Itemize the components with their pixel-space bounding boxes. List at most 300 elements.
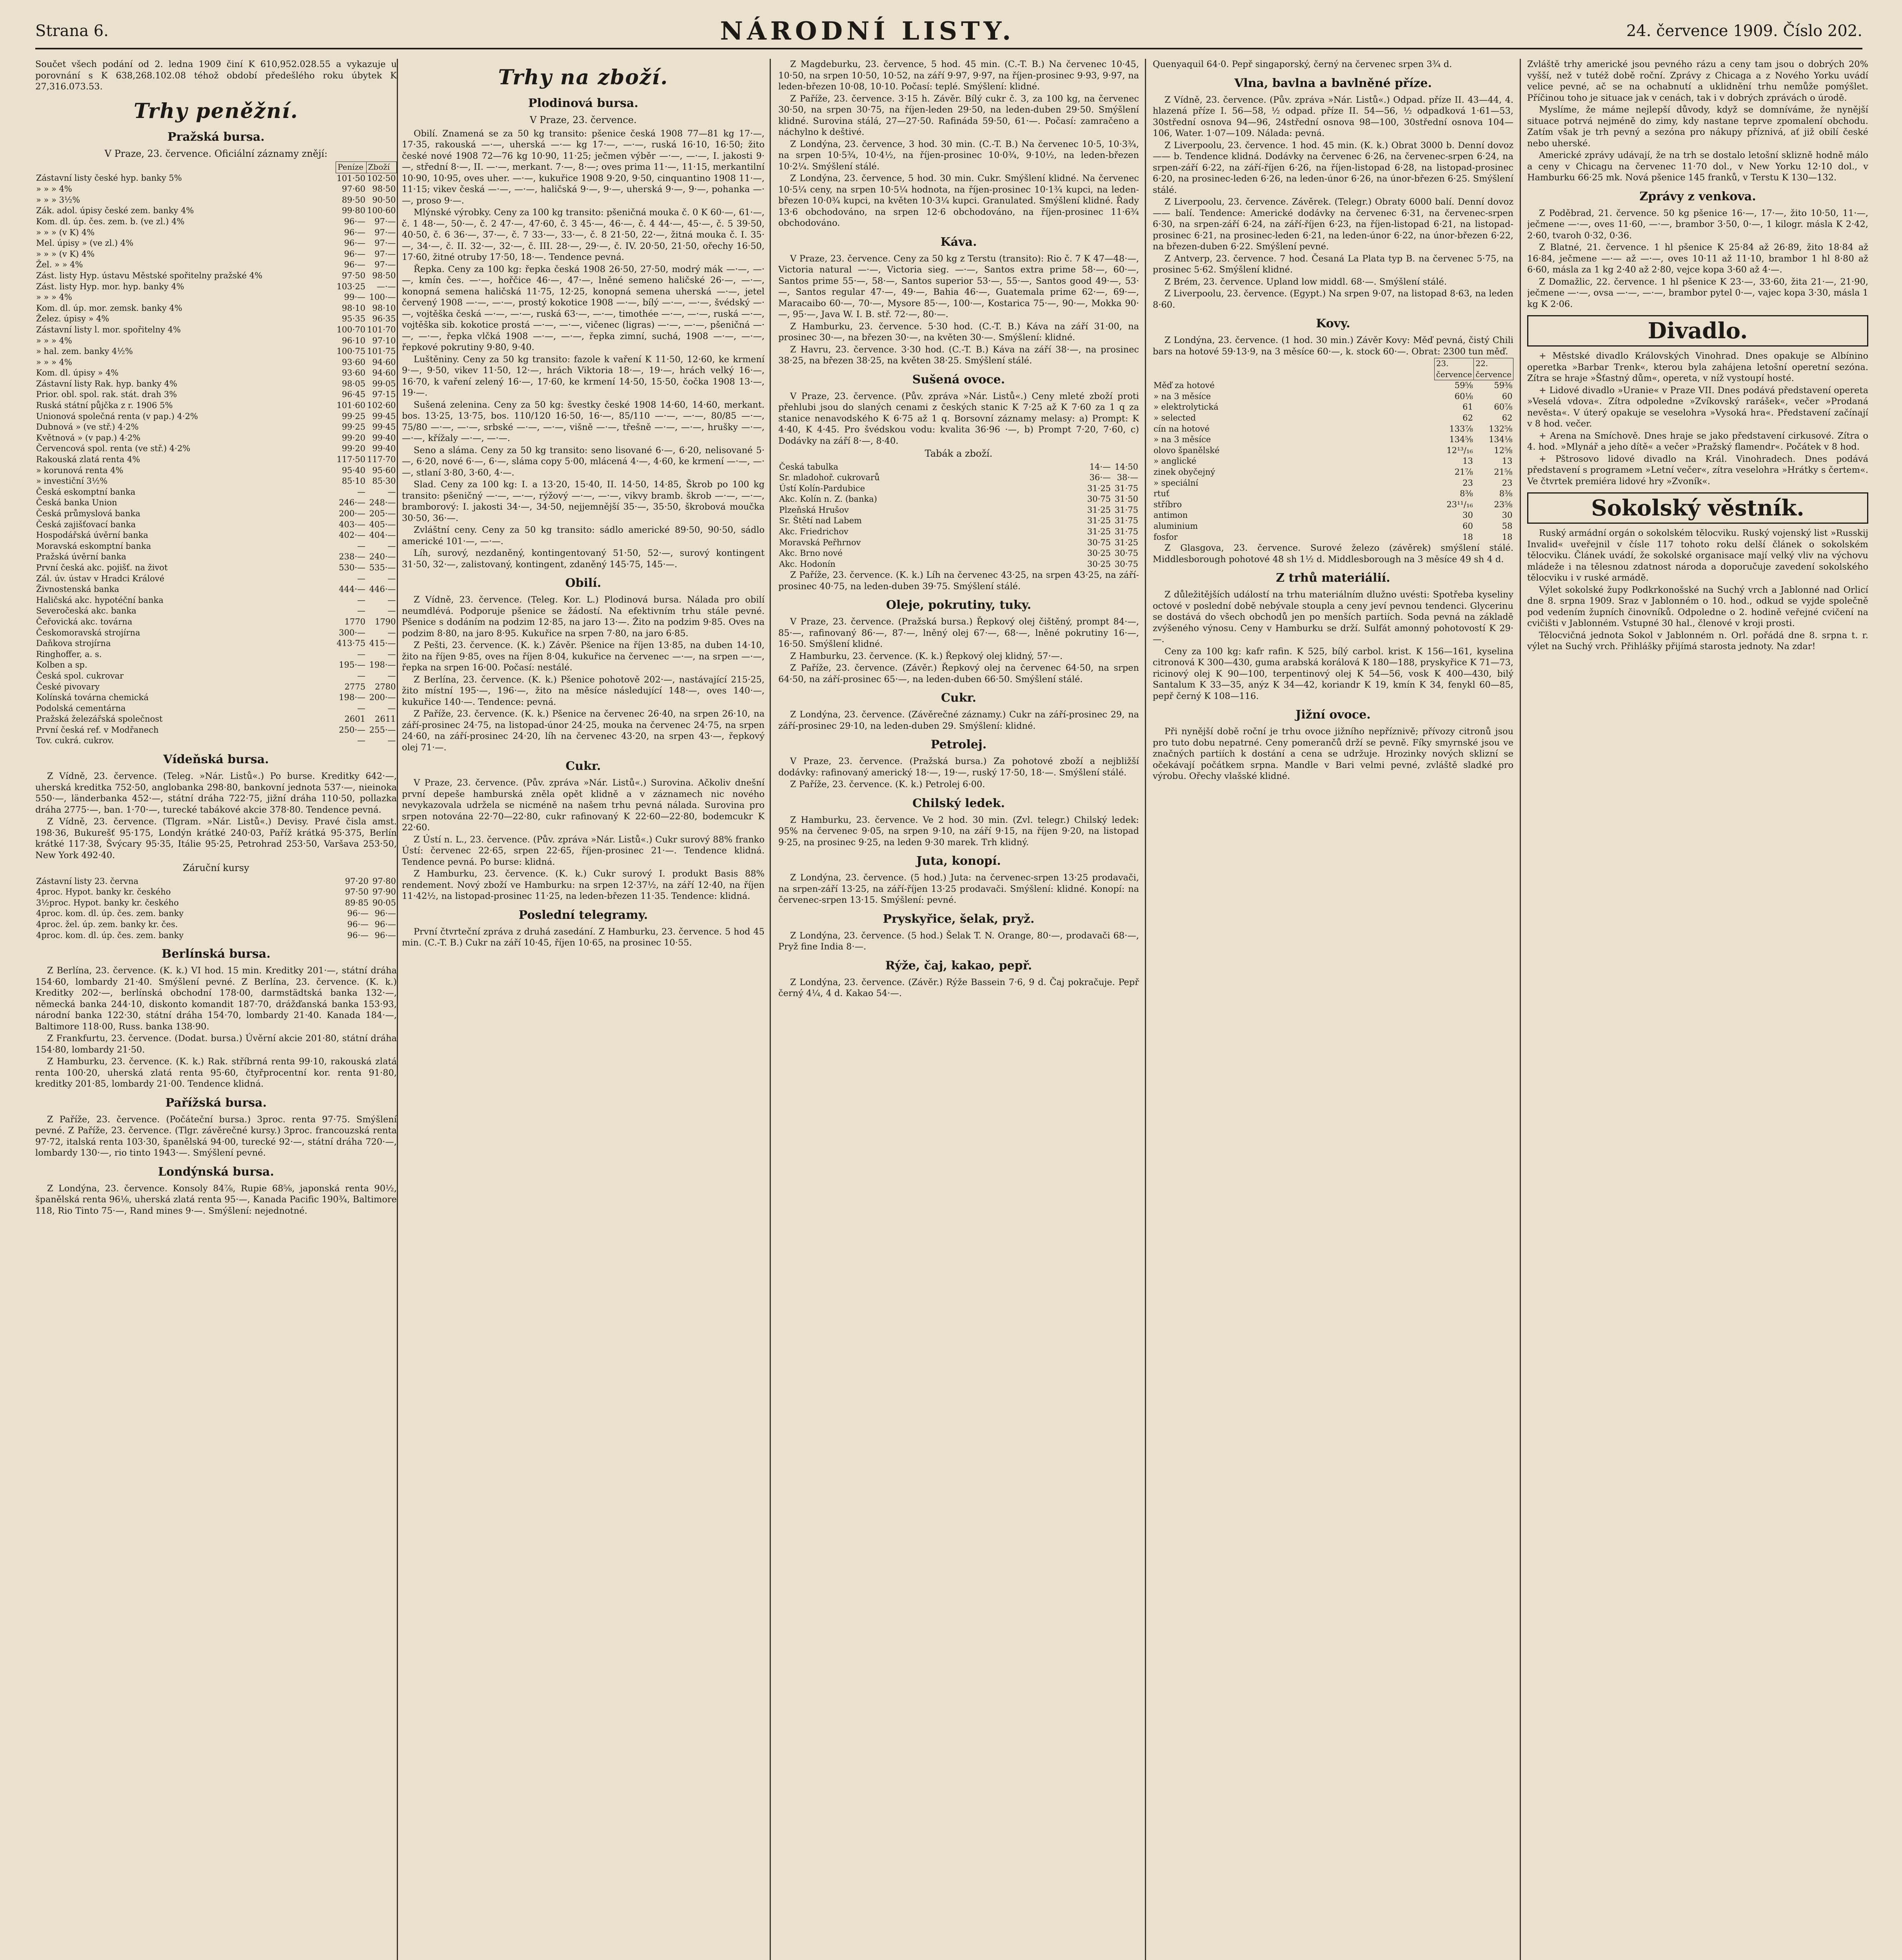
hay-report: Seno a sláma. Ceny za 50 kg transito: seno lisované 6·—, 6·20, nelisované 5·—, 6·20, nové 6·—, 6·—, sláma copy 5·00, mlácená 4·—, 4·60, ke krmení —·—, —·—, stlaní 3·80, 3·60, 4·—. [402,445,765,478]
row-value: 99·40 [372,433,396,443]
table-row [1153,424,1513,435]
table-row [1153,467,1513,478]
sugar-title: Cukr. [941,691,976,705]
row-value: 38·— [1117,473,1138,483]
row-label: cín na hotové [1154,424,1210,434]
prague-bourse-table [35,162,397,746]
table-row [1153,532,1513,543]
paris-bourse-title: Pařížská bursa. [165,1096,267,1110]
row-value: 98·05 [342,379,366,388]
grain-berlin-report: Z Berlína, 23. července. (K. k.) Pšenice pohotově 202·—, nastávající 215·25, žito místní 195·—, 196·—, žito na měsíce následující 148·—, oves 140·—, kukuřice 140·—. Tendence: pevná. [402,674,765,707]
row-label: Plzeňská Hrušov [779,505,849,515]
row-label: 4proc. kom. dl. úp. čes. zem. banky [36,930,184,940]
spirit-table [778,462,1139,570]
table-row [1153,391,1513,402]
row-label: Kolínská továrna chemická [36,693,149,702]
row-value: 62 [1462,413,1473,423]
row-value: 31·25 [1087,516,1111,526]
row-label: » selected [1154,413,1196,423]
row-value: 30·25 [1087,548,1111,558]
table-row [35,908,397,919]
row-value: 14·— [1089,462,1111,472]
southern-fruit-title: Jižní ovoce. [1295,708,1371,722]
sugar-paris-report: Z Paříže, 23. července. 3·15 h. Závěr. Bílý cukr č. 3, za 100 kg, na červenec 30·50, na srpen 30·75, na říjen-leden 29·50, na leden-duben 29·50. Smýšlení klidné. Surovina stálá, 27—27·50. Rafináda 59·50, 61·—. Počasí: zamračeno a náchylno k deštivé. [778,93,1139,137]
vienna-report: Z Vídně, 23. července. (Tlgram. »Nár. Listů«.) Devisy. Pravé čisla amst. 198·36, Bukurešť 95·175, Londýn krátké 240·03, Paříž krátká 95·375, Berlín krátké 117·38, Švýcary 95·35, Itálie 95·25, Petrohrad 253·50, Varšava 253·50, New York 492·40. [35,817,397,860]
table-row [35,454,397,465]
table-row [778,472,1139,483]
table-row [35,735,397,746]
row-value: 2780 [375,682,396,691]
legumes-report: Luštěniny. Ceny za 50 kg transito: fazole k vaření K 11·50, 12·60, ke krmení 9·—, 9·50, vikev 11·50, 12·—, hrách Viktoria 18·—, 19·—, hrách velký 16·—, 16·70, k vaření zelený 16·—, 17·60, ke krmení 14·50, 15·50, čočka 1908 13·—, 19·—. [402,354,765,398]
theatre-notice: + Městské divadlo Královských Vinohrad. Dnes opakuje se Albínino operetka »Barbar Trenk«, kterou byla zahájena letošní operetní sezóna. Zítra se hraje »Šťastný dům«, opereta, v níž vystoupí hosté. [1527,351,1868,383]
row-value: 413·75 [336,639,366,648]
row-label: » korunová renta 4% [36,465,124,475]
southern-fruit-report: Při nynější době roční je trhu ovoce jižního nepříznivě; přívozy citronů jsou pro tuto dobu nepatrné. Ceny pomerančů drží se pevně. Fíky smyrnské jsou ve značných partiích k dostání a cena se udržuje. Hrozinky nových sklizní se očekávají počátkem srpna. Mandle v Bari velmi pevné, zvláště sladké pro výrobu. Ořechy vlašské klidné. [1153,726,1513,782]
table-row [35,487,397,498]
row-value: 31·75 [1114,505,1138,515]
row-value: 89·50 [342,195,366,205]
row-value: — [387,703,396,713]
table-row [35,552,397,563]
row-label: Zástavní listy Rak. hyp. banky 4% [36,379,177,388]
row-value: — [357,703,366,713]
sokol-section-title: Sokolský věstník. [1527,492,1868,524]
row-value: 94·60 [372,368,396,378]
row-label: Zást. listy Hyp. mor. hyp. banky 4% [36,281,184,291]
row-value: — [387,671,396,681]
table-header-row [35,162,397,173]
row-value: 93·60 [342,357,366,367]
table-row [35,260,397,270]
row-label: zinek obyčejný [1154,467,1215,477]
row-value: 96·10 [342,336,366,345]
table-row [35,336,397,347]
row-label: Hospodářská úvěrní banka [36,530,149,540]
sugar-report: Z Londýna, 23. července. (Závěrečné záznamy.) Cukr na září-prosinec 29, na září-prosinec 29·10, na leden-duben 29. Smýšlení: klidné. [778,710,1139,731]
wool-antwerp-report: Z Antverp, 23. července. 7 hod. Česaná La Plata typ B. na červenec 5·75, na prosinec 5·62. Smýšlení klidné. [1153,253,1513,275]
row-value: — [387,649,396,659]
row-value: 96·— [344,216,366,226]
row-value: 2601 [344,714,366,724]
malt-report: Slad. Ceny za 100 kg: I. a 13·20, 15·40, II. 14·50, 14·85, Škrob po 100 kg transito: pšeničný —·—, —·—, rýžový —·—, —·—, vikvy bramb. škrob —·—, —·—, bramborový: I. jakosti 34·—, 34·50, nejjemnější 35·—, 35·50, škrobová moučka 30·50, 36·—. [402,479,765,523]
metals-report: Z Londýna, 23. července. (1 hod. 30 min.) Závěr Kovy: Měď pevná, čistý Chili bars na hotové 59·13·9, na 3 měsíce 60·—, k. stock 60·—. Obrat: 2300 tun měď. [1153,335,1513,357]
row-label: » » » (v K) 4% [36,227,95,237]
market-commentary: Myslíme, že máme nejlepší důvody, když se domníváme, že nynější situace potrvá nejméně do zimy, kdy nastane teprve zpomalení obchodu. Zatím však je trh pevný a sezóna pro nákupy příznivá, ať již obilí české nebo uherské. [1527,105,1868,149]
table-row [778,526,1139,537]
coffee-report: Z Havru, 23. července. 3·30 hod. (C.-T. B.) Káva na září 38·—, na prosinec 38·25, na březen 38·25, na květen 38·25. Smýšlení stálé. [778,344,1139,366]
row-label: Daňkova strojírna [36,639,111,648]
row-value: 98·50 [372,270,396,280]
table-row [35,660,397,671]
rape-report: Řepka. Ceny za 100 kg: řepka česká 1908 26·50, 27·50, modrý mák —·—, —·—, kmín čes. —·—, hořčice 46·—, 47·—, lněné semeno haličské 26·—, —·—, konopná semena haličská 11·75, 12·25, konopná semena uherská —·—, jetel červený 1908 —·—, —·—, prostý kokotice 1908 —·—, bílý —·—, —·—, švédský —·—, vojtěška česká —·—, —·—, ruská 63·—, —·—, timothée —·—, —·—, ruská —·—, vojtěška sib. kokotice prostá —·—, —·—, vičenec (ligras) —·—, —·—, pšeničná —·—, —·—, řepka vlčká 1908 —·—, —·—, řepka zimní, suchá, 1908 —·—, —·—, řepkové pokrutiny 9·80, 9·40. [402,264,765,352]
row-value: 2775 [344,682,366,691]
row-value: 535·— [369,563,396,572]
row-value: 99·05 [372,379,396,388]
table-row [35,249,397,260]
row-label: Ústí Kolín-Pardubice [779,483,865,493]
sugar-london-report: Z Londýna, 23. července, 3 hod. 30 min. (C.-T. B.) Na červenec 10·5, 10·3¾, na srpen 10·5¾, 10·4½, na říjen-prosinec 10·0¾, 9·10½, na leden-březen 10·2¼. Smýšlení stálé. [778,139,1139,172]
row-label: 4proc. Hypot. banky kr. českého [36,887,171,897]
row-value: 99·45 [372,411,396,421]
row-value: — [387,736,396,746]
row-label: Zál. úv. ústav v Hradci Králové [36,573,165,583]
row-value: 100·— [369,292,396,302]
row-value: — [357,595,366,605]
row-value: 89·85 [345,898,369,907]
table-row [35,628,397,639]
row-value: 1770 [344,617,366,626]
table-row [1153,456,1513,467]
column-header: Zboží [366,162,396,173]
table-row [35,692,397,703]
column-divider [397,59,398,1960]
produce-bourse-date: V Praze, 23. července. [530,114,637,125]
sugar-section-title: Cukr. [565,759,601,773]
last-telegrams-title: Poslední telegramy. [518,908,648,922]
column-4 [1153,59,1513,1960]
row-value: — [357,541,366,551]
row-label: Kom. dl. úpisy » 4% [36,368,119,378]
table-row [778,515,1139,526]
cotton-report: Z Liverpoolu, 23. července. 1 hod. 45 min. (K. k.) Obrat 3000 b. Denní dovoz —— b. Tendence klidná. Dodávky na červenec 6·26, na červenec-srpen 6·24, na srpen-září 6·22, na září-říjen 6·26, na říjen-listopad 6·28, na listopad-prosinec 6·20, na prosinec-leden 6·26, na leden-únor 6·26, na únor-březen 6·25. Smýšlení stálé. [1153,140,1513,195]
row-value: 97·90 [372,887,396,897]
row-label: Podolská cementárna [36,703,126,713]
row-value: 23⅝ [1494,499,1513,509]
row-value: 246·— [339,498,366,508]
row-value: — [387,573,396,583]
grain-vienna-report: Z Vídně, 23. července. (Teleg. Kor. L.) Plodinová bursa. Nálada pro obilí neumdlévá. Podporuje pšenice se žádostí. Na efektivním trhu stále pevné. Pšenice s dodáním na podzim 12·85, na jaro 13·—. Žito na podzim 9·85. Oves na podzim 8·80, na jaro 8·95. Kukuřice na srpen 7·80, na jaro 6·85. [402,595,765,639]
regional-news-title: Zprávy z venkova. [1639,189,1756,203]
row-value: 95·35 [342,314,366,324]
raw-materials-title: Z trhů materiálií. [1276,571,1390,585]
jute-title: Juta, konopí. [916,854,1001,868]
table-row [1153,445,1513,456]
mill-report: Mlýnské výrobky. Ceny za 100 kg transito: pšeničná mouka č. 0 K 60·—, 61·—, č. 1 48·—, 50·—, č. 2 47·—, 47·60, č. 3 45·—, 46·—, č. 4 44·—, 45·—, č. 5 39·50, 40·50, č. 6 36·—, 37·—, č. 7 33·—, 33·—, č. 8 21·50, 22·—, žitná mouka č. I. 35·—, 34·—, č. II. 32·—, 32·—, č. III. 28·—, 29·—, č. IV. 20·50, 21·50, ořechy 16·50, 17·60, žitné otruby 17·50, 18·—. Tendence pevná. [402,207,765,262]
column-1 [35,59,397,1960]
row-label: Prior. obl. spol. rak. stát. drah 3% [36,390,177,399]
dried-fruit-report: Sušená zelenina. Ceny za 50 kg: švestky české 1908 14·60, 14·60, merkant. bos. 13·25, 13·75, bos. 110/120 16·50, 16·—, 85/110 —·—, —·—, 80/85 —·—, 75/80 —·—, —·—, srbské —·—, —·—, višně —·—, třešně —·—, —·—, hrušky —·—, —·—, křížaly —·—, —·—. [402,399,765,443]
row-label: Severočeská akc. banka [36,606,136,616]
row-label: Kolben a sp. [36,660,87,670]
table-row [35,368,397,379]
row-label: » elektrolytická [1154,402,1219,412]
table-header-row [1153,358,1513,380]
london-bourse-title: Londýnská bursa. [158,1165,274,1179]
row-value: 13 [1502,456,1513,466]
table-row [35,606,397,617]
row-value: 1790 [375,617,396,626]
row-value: 97·10 [372,336,396,345]
last-telegrams-text: První čtvrteční zpráva z druhá zasedání. Z Hamburku, 23. července. 5 hod 45 min. (C.-T. B.) Cukr na září 10·45, říjen 10·65, na prosinec 10·55. [402,926,765,948]
table-row [35,617,397,628]
row-value: 30·75 [1087,537,1111,547]
row-value: 30·75 [1114,548,1138,558]
rice-report: Z Londýna, 23. července. (Závěr.) Rýže Bassein 7·6, 9 d. Čaj pokračuje. Pepř černý 4¼, 4 d. Kakao 54·—. [778,977,1139,999]
row-value: 403·— [339,519,366,529]
cotton-egypt-report: Z Liverpoolu, 23. července. (Egypt.) Na srpen 9·07, na listopad 8·63, na leden 8·60. [1153,289,1513,310]
column-header: 23. července [1434,358,1474,380]
row-value: 97·— [374,227,396,237]
row-value: 101·60 [336,401,366,410]
row-value: 85·10 [342,476,366,486]
page-header [35,14,1862,49]
row-value: 60 [1462,521,1473,531]
row-value: 96·— [344,260,366,270]
table-row [35,433,397,444]
row-label: fosfor [1154,532,1178,542]
london-report: Z Londýna, 23. července. Konsoly 84⅞, Rupie 68⅝, japonská renta 90½, španělská renta 96⅛, uherská zlatá renta 95·—, Kanada Pacific 190¾, Baltimore 118, Rio Tinto 75·—, Rand mines 9·—. Smýšlení: nejednotné. [35,1183,397,1216]
row-value: 200·— [369,693,396,702]
row-value: — [387,606,396,616]
row-value: 100·60 [367,206,396,216]
row-value: 98·50 [372,184,396,194]
row-value: 60 [1502,391,1513,401]
row-value: 36·— [1089,473,1111,483]
cotton-report: Z Liverpoolu, 23. července. Závěrek. (Telegr.) Obraty 6000 balí. Denní dovoz —— balí. Tendence: Americké dodávky na červenec 6·31, na červenec-srpen 6·30, na srpen-září 6·24, na září-říjen 6·23, na říjen-listopad 6·21, na listopad-prosinec 6·21, na prosinec-leden 6·21, na leden-únor 6·22, na únor-březen 6·22, na březen-duben 6·22. Smýšlení pevné. [1153,197,1513,252]
row-value: — [387,487,396,497]
raw-materials-report: Z důležitějších událostí na trhu materiálním dlužno uvésti: Spotřeba kyseliny octové v poslední době nebývale stoupla a ceny jeví pevnou tendenci. Glycerinu se dostává do všech obchodů jen po menších partiích. Soda pevná na základě zvýšeného výnosu. Ceny v Hamburku se drží. Sulfát amonný pohotovostí K 29·—. [1153,590,1513,645]
row-label: rtuť [1154,489,1170,499]
table-row [778,537,1139,548]
column-5 [1527,59,1868,1960]
row-value: 30 [1462,510,1473,520]
row-value: 12¹³/₁₆ [1446,445,1473,455]
row-label: Akc. Friedrichov [779,527,848,537]
berlin-bourse-title: Berlínská bursa. [162,947,271,961]
row-value: 31·50 [1114,494,1138,504]
row-value: 238·— [339,552,366,562]
row-value: 97·80 [372,876,396,886]
row-value: 21⅞ [1454,467,1473,477]
sugar-london-report: Z Londýna, 23. července, 5 hod. 30 min. Cukr. Smýšlení klidné. Na červenec 10·5¼ ceny, na srpen 10·5¼ hodnota, na říjen-prosinec 10·1¾ kupci, na leden-březen 10·0¾ kupci, na květen 10·3¼ kupci. Granulated. Smýšlení klidné. Řady 13·6 obchodováno, na srpen 12·6 obchodováno, na říjen-prosinec 11·6¾ obchodováno. [778,173,1139,228]
cotton-bremen-report: Z Brém, 23. července. Upland low middl. 68·—. Smýšlení stálé. [1164,276,1447,287]
row-label: » » » 4% [36,292,72,302]
row-value: 96·— [374,919,396,929]
table-row [778,462,1139,473]
frankfurt-report: Z Frankfurtu, 23. července. (Dodat. bursa.) Úvěrní akcie 201·80, státní dráha 154·80, lombardy 21·50. [35,1033,397,1055]
row-label: Česká zajišťovací banka [36,519,136,529]
table-row [35,563,397,573]
resin-report: Z Londýna, 23. července. (5 hod.) Šelak T. N. Orange, 80·—, prodavači 68·—, Pryž fine India 8·—. [778,930,1139,952]
row-value: — [357,671,366,681]
intro-paragraph: Součet všech podání od 2. ledna 1909 činí K 610,952.028.55 a vykazuje u porovnání s K 638,268.102.08 téhož období předešlého roku úbytek K 27,316.073.53. [35,59,397,92]
table-row [778,494,1139,505]
row-value: 31·75 [1114,527,1138,537]
row-value: 117·70 [367,455,396,465]
spirit-table-title: Tabák a zboží. [925,448,993,459]
column-divider [1145,59,1146,1960]
table-row [35,530,397,541]
regional-report: Z Blatné, 21. července. 1 hl pšenice K 25·84 až 26·89, žito 18·84 až 16·84, ječmene —·— až —·—, oves 10·11 až 11·10, brambor 1 hl 8·80 až 6·60, másla za 1 kg 2·40 až 2·80, vejce kopa 3·60 až 4·—. [1527,242,1868,275]
row-value: 23¹¹/₁₆ [1446,499,1473,509]
column-divider [1520,59,1521,1960]
table-row [35,682,397,693]
sugar-report: V Praze, 23. července. (Pův. zpráva »Nár. Listů«.) Surovina. Ačkoliv dnešní první depeše hamburská zněla opět klidně a v záznamech nic nového nevykazovala udržela se nicméně na našem trhu pevná nálada. Surovina pro srpen notována 22·70—22·80, cukr rafinovaný K 22·60—22·80, bodemcukr K 22·60. [402,778,765,833]
row-value: 240·— [369,552,396,562]
row-value: 402·— [339,530,366,540]
column-2 [402,59,765,1960]
raw-materials-report: Ceny za 100 kg: kafr rafin. K 525, bílý carbol. krist. K 156—161, kyselina citronová K 300—430, guma arabská korálová K 180—188, pryskyřice K 71—73, ricinový olej K 90—100, terpentinový olej K 54—56, vosk K 400—430, bilý Santalum K 33—35, anýz K 34—42, koriandr K 19, kmín K 34, fenykl 60—85, pepř černý K 108—116. [1153,646,1513,701]
row-label: 4proc. kom. dl. úp. čes. zem. banky [36,909,184,918]
sokol-notice: Výlet sokolské župy Podkrkonošské na Suchý vrch a Jablonné nad Orlicí dne 8. srpna 1909. Sraz v Jablonném o 10. hod., odkud se vyjde společně pod vedením župních činovníků. Odpoledne o 2. hodině veřejné cvičení na cvičišti v Jablonném. Vstupné 30 hal., členové v kroji prosti. [1527,584,1868,628]
row-value: 85·30 [372,476,396,486]
table-row [35,703,397,714]
table-row [1153,478,1513,489]
table-row [35,195,397,206]
spirit-paris-report: Z Paříže, 23. července. (K. k.) Líh na červenec 43·25, na srpen 43·25, na září-prosinec 40·75, na leden-duben 39·75. Smýšlení stálé. [778,570,1139,592]
row-label: Pražská železářská společnost [36,714,163,724]
row-value: 62 [1502,413,1513,423]
row-value: 102·50 [367,173,396,183]
row-value: 13 [1462,456,1473,466]
row-value: 96·— [374,909,396,918]
rice-title: Rýže, čaj, kakao, pepř. [885,958,1032,973]
row-label: Akc. Hodonín [779,559,836,569]
sugar-report: Z Hamburku, 23. července. (K. k.) Cukr surový I. produkt Basis 88% rendement. Nový zboží ve Hamburku: na srpen 12·37½, na září 12·40, na říjen 11·42½, na listopad-prosinec 11·25, na leden-březen 11·35. Tendence: klidná. [402,869,765,901]
row-value: 404·— [369,530,396,540]
row-label: Rakouská zlatá renta 4% [36,455,140,465]
row-value: 446·— [369,584,396,594]
section-title: Trhy peněžní. [134,99,298,123]
row-value: 444·— [339,584,366,594]
row-value: 96·35 [372,314,396,324]
row-value: 117·50 [336,455,366,465]
table-row [35,303,397,314]
row-value: 133⅞ [1449,424,1473,434]
row-label: Moravská eskomptní banka [36,541,151,551]
row-label: Měď za hotové [1154,380,1215,390]
row-label: Zástavní listy l. mor. spořitelny 4% [36,325,181,334]
row-value: 18 [1462,532,1473,542]
table-row [35,238,397,249]
market-commentary: Zvláště trhy americké jsou pevného rázu a ceny tam jsou o dobrých 20% vyšší, než v tutéž době roční. Zprávy z Chicaga a z Nového Yorku uvádí velice pevné, ač se na ochabnutí a uklidnění trhu nemůže pomýšlet. Příčinou toho je situace jak v cenách, tak i v dobrých zprávách o úrodě. [1527,59,1868,103]
row-value: 31·75 [1114,483,1138,493]
row-value: 97·60 [342,184,366,194]
table-row [35,281,397,292]
masthead-title: NÁRODNÍ LISTY. [720,16,1015,46]
row-value: 103·25 [336,281,366,291]
row-label: Akc. Kolín n. Z. (banka) [779,494,877,504]
hamburg-report: Z Hamburku, 23. července. (K. k.) Rak. stříbrná renta 99·10, rakouská zlatá renta 100·20, uherská zlatá renta 95·60, čtyřprocentní kor. renta 91·80, kreditky 201·85, lombardy 21·00. Tendence klidná. [35,1056,397,1089]
row-value: 99·20 [342,433,366,443]
row-value: 31·25 [1114,537,1138,547]
row-value: 300·— [339,628,366,637]
petroleum-report: V Praze, 23. července. (Pražská bursa.) Za pohotové zboží a nejbližší dodávky: rafinovaný americký 18·—, 19·—, ruský 17·50, 18·—. Smýšlení stálé. [778,756,1139,778]
table-row [778,548,1139,559]
row-label: Zástavní listy 23. června [36,876,139,886]
row-label: Moravská Peřhrnov [779,537,861,547]
row-value: 8⅜ [1460,489,1473,499]
row-label: Živnostenská banka [36,584,119,594]
table-row [35,649,397,660]
row-label: Pražská úvěrní banka [36,552,126,562]
row-value: 132⅝ [1489,424,1513,434]
sugar-report: Z Ústí n. L., 23. července. (Pův. zpráva »Nár. Listů«.) Cukr surový 88% franko Ústí: červenec 22·65, srpen 22·65, říjen-prosinec 21·—. Tendence klidná. Tendence pevná. Po burse: klidná. [402,834,765,867]
oils-report: Z Paříže, 23. července. (Závěr.) Řepkový olej na červenec 64·50, na srpen 64·50, na září-prosinec 65·—, na leden-duben 66·50. Smýšlení stálé. [778,663,1139,684]
row-value: 97·50 [342,270,366,280]
table-row [1153,402,1513,413]
table-row [35,595,397,606]
row-value: 97·— [374,238,396,248]
row-value: 134⅝ [1449,435,1473,445]
row-value: 97·— [374,260,396,270]
table-row [778,505,1139,516]
table-row [35,476,397,487]
berlin-report: Z Berlína, 23. července. (K. k.) VI hod. 15 min. Kreditky 201·—, státní dráha 154·60, lombardy 21·40. Smýšlení pevné. Z Berlína, 23. července. (K. k.) Kreditky 202·—, berlínská obchodní 178·00, darmstädtská banka 132·—, německá banka 244·10, diskonto komandit 187·70, drážďanská banka 153·93, národní banka 122·30, státní dráha 154·70, lombardy 21·40. Kanada 184·—, Baltimore 118·00, Russ. banka 138·90. [35,965,397,1032]
row-value: 101·75 [367,347,396,356]
row-label: » na 3 měsíce [1154,391,1211,401]
table-row [35,443,397,454]
column-header: Peníze [336,162,366,173]
row-label: Kom. dl. úp. mor. zemsk. banky 4% [36,303,182,313]
row-label: » » » 4% [36,184,72,194]
wool-report: Z Vídně, 23. července. (Pův. zpráva »Nár. Listů«.) Odpad. příze II. 43—44, 4. hlazená příze I. 56—58, ½ odpad. příze II. 54—56, ½ odpadková 1·61—53, 30střední osnova 94—96, 24střední osnova 98—100, 30střední osnova 104—106, Water. 1·07—109. Nálada: pevná. [1153,94,1513,138]
row-value: 100·70 [336,325,366,334]
row-label: Sr. mladohoř. cukrovarů [779,473,880,483]
table-row [35,216,397,227]
row-label: antimon [1154,510,1188,520]
row-value: 90·50 [372,195,396,205]
row-value: 8⅜ [1499,489,1513,499]
coffee-title: Káva. [940,235,977,249]
row-value: 198·— [369,660,396,670]
row-value: 61 [1462,402,1473,412]
grain-paris-report: Z Paříže, 23. července. (K. k.) Pšenice na červenec 26·40, na srpen 26·10, na září-prosinec 24·75, na listopad-únor 24·25, mouka na červenec 24·75, na srpen 24·60, na září-prosinec 24·20, líh na červenec 43·20, na srpen 43·—, řepkový olej 71·—. [402,709,765,753]
row-label: Haličská akc. hypotéční banka [36,595,163,605]
table-row [35,919,397,930]
row-label: První česká akc. pojišť. na život [36,563,168,572]
row-label: Kom. dl. úp. čes. zem. b. (ve zl.) 4% [36,216,185,226]
row-value: 99·40 [372,444,396,454]
row-value: 97·15 [372,390,396,399]
grain-report: Obilí. Znamená se za 50 kg transito: pšenice česká 1908 77—81 kg 17·—, 17·35, rakouská —·—, uherská —·— kg 17·—, —·—, ruská 16·10, 16·50; žito české nové 1908 72—76 kg 10·90, 11·25; ječmen výběr —·—, —·—, I. jakosti 9·—, střední 8·—, II. —·—, merkant. 7·—, 8·—; oves prima 11·—, 11·15, merkantilní 10·90, 10·95, oves uher. —·—, kukuřice 1908 9·20, 9·50, cinquantino 1908 11·—, 11·15; vikev česká —·—, —·—, haličská 9·—, 9·—, uherská 9·—, 9·—, pohanka —·—, proso 9·—. [402,128,765,206]
row-value: 94·60 [372,357,396,367]
table-row [35,714,397,725]
market-commentary: Americké zprávy udávají, že na trh se dostalo letošní sklizně hodně málo a ceny v Chicagu na červenec 11·70 dol., v New Yorku 12·10 dol., v Hamburku 66·25 mk. Nová pšenice 145 franků, v Terstu K 130—132. [1527,150,1868,183]
table-row [35,465,397,476]
regional-report: Z Poděbrad, 21. července. 50 kg pšenice 16·—, 17·—, žito 10·50, 11·—, ječmene —·—, oves 11·60, —·—, brambor 3·50, 0·—, 1 kilogr. másla K 2·42, 2·60, tvaroh 0·32, 0·36. [1527,208,1868,241]
row-label: olovo španělské [1154,445,1220,455]
row-value: 248·— [369,498,396,508]
row-value: 205·— [369,509,396,518]
row-value: 99·25 [342,411,366,421]
produce-bourse-title: Plodinová bursa. [528,96,638,110]
vienna-bourse-title: Vídeňská bursa. [163,753,269,767]
page-number: Strana 6. [35,22,109,40]
table-row [35,314,397,325]
jute-report: Z Londýna, 23. července. (5 hod.) Juta: na červenec-srpen 13·25 prodavači, na srpen-září 13·25, na září-říjen 13·25 prodavači. Smýšlení: klidné. Konopí: na červenec-srpen 13·15. Smýšlení: pevné. [778,873,1139,906]
row-label: » na 3 měsíce [1154,435,1211,445]
row-label: » » » 4% [36,336,72,345]
petroleum-report: Z Paříže, 23. července. (K. k.) Petrolej 6·00. [790,779,985,790]
row-value: 96·— [344,227,366,237]
metals-title: Kovy. [1316,317,1350,330]
row-value: 14·50 [1114,462,1138,472]
row-label: První česká ref. v Modřanech [36,725,159,735]
row-label: České pivovary [36,682,100,691]
table-row [35,184,397,195]
row-value: 99·25 [342,422,366,432]
row-value: — [357,736,366,746]
wool-title: Vlna, bavlna a bavlněné příze. [1234,76,1432,90]
row-label: Zást. listy Hyp. ústavu Městské spořitelny pražské 4% [36,270,263,280]
table-row [35,887,397,898]
row-value: 21⅝ [1494,467,1513,477]
row-value: 96·— [344,249,366,259]
row-value: — [387,595,396,605]
row-value: — [357,649,366,659]
reserve-title: Záruční kursy [183,862,249,874]
